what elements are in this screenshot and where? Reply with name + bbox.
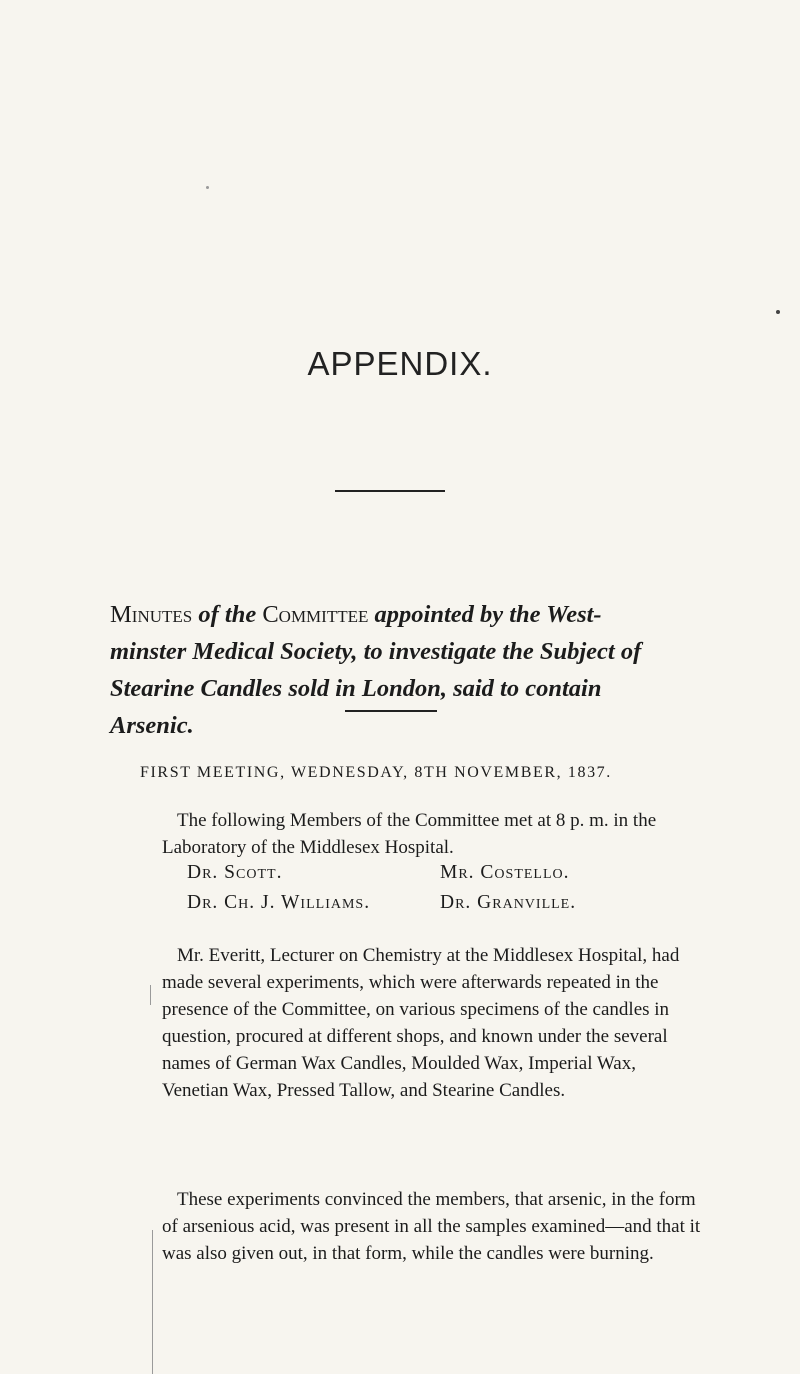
margin-line xyxy=(152,1230,153,1374)
divider-top xyxy=(335,490,445,492)
member-granville: Dr. Granville. xyxy=(440,892,577,913)
minutes-title xyxy=(110,596,670,744)
title-rest: appointed by the West-minster Medical Society, to investigate the Subject of Stearine Candles sold in London, said to contain Arsenic. xyxy=(110,601,642,739)
page-speck xyxy=(776,310,780,314)
meeting-line: FIRST MEETING, WEDNESDAY, 8TH NOVEMBER, 1837. xyxy=(140,764,612,781)
paragraph-1: Mr. Everitt, Lecturer on Chemistry at the Middlesex Hospital, had made several experiments, which were afterwards repeated in the presence of the Committee, on various specimens of the candles in question, procured at different shops, and known under the several names of German Wax Candles, Moulded Wax, Imperial Wax, Venetian Wax, Pressed Tallow, and Stearine Candles. xyxy=(162,945,680,1101)
member-costello: Mr. Costello. xyxy=(440,862,570,883)
title-of: of the xyxy=(198,601,257,628)
member-scott: Dr. Scott. xyxy=(187,862,283,883)
divider-middle xyxy=(345,710,437,712)
title-committee: Committee xyxy=(262,601,369,628)
member-williams: Dr. Ch. J. Williams. xyxy=(187,892,371,913)
margin-line xyxy=(150,985,151,1005)
title-lead: Minutes xyxy=(110,601,193,628)
intro-paragraph: The following Members of the Committee met at 8 p. m. in the Laboratory of the Middlesex Hospital. xyxy=(162,810,657,858)
paragraph-2: These experiments convinced the members, that arsenic, in the form of arsenious acid, was present in all the samples examined—and that it was also given out, in that form, while the candles were burning. xyxy=(162,1189,701,1264)
page-speck xyxy=(206,186,209,189)
appendix-heading: APPENDIX. xyxy=(307,345,493,382)
